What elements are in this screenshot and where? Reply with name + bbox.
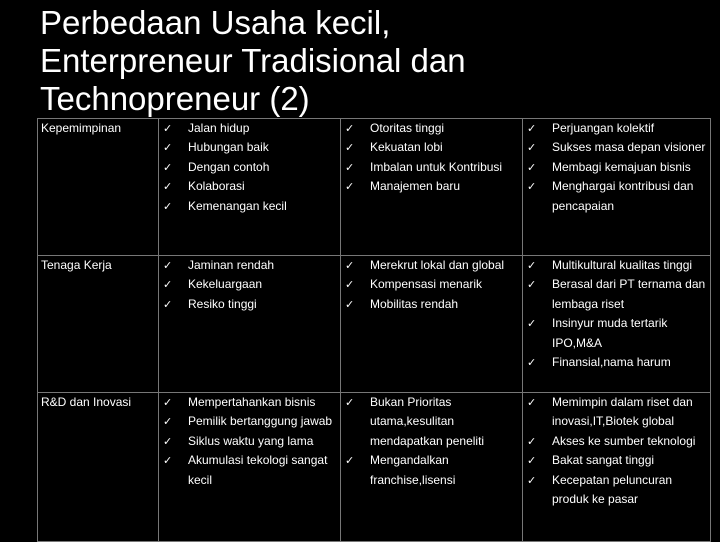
list-item: ✓ Mempertahankan bisnis — [159, 393, 340, 412]
list-item: ✓ Multikultural kualitas tinggi — [523, 256, 710, 275]
list-item: ✓ Membagi kemajuan bisnis — [523, 158, 710, 177]
cell-tradisional — [341, 119, 523, 256]
list-item: ✓ Jalan hidup — [159, 119, 340, 138]
list-item: ✓ Kompensasi menarik — [341, 275, 522, 294]
comparison-table — [37, 118, 711, 542]
list-item: ✓ Kolaborasi — [159, 177, 340, 196]
cell-technopreneur — [523, 119, 711, 256]
row-label-rnd-inovasi: R&D dan Inovasi — [38, 393, 159, 542]
list-item: ✓ Kekeluargaan — [159, 275, 340, 294]
list-item: ✓ Kemenangan kecil — [159, 197, 340, 216]
title-line-2: Enterpreneur Tradisional dan — [40, 42, 466, 79]
row-label-kepemimpinan: Kepemimpinan — [38, 119, 159, 256]
list-item: ✓ Bukan Prioritas utama,kesulitan mendapatkan peneliti — [341, 393, 522, 451]
list-item: ✓ Kecepatan peluncuran produk ke pasar — [523, 471, 710, 510]
cell-usaha-kecil — [159, 256, 341, 393]
cell-technopreneur — [523, 393, 711, 542]
list-item: ✓ Akumulasi tekologi sangat kecil — [159, 451, 340, 490]
list-item: ✓ Kekuatan lobi — [341, 138, 522, 157]
title-line-3: Technopreneur (2) — [40, 80, 310, 117]
list-item: ✓ Jaminan rendah — [159, 256, 340, 275]
list-item: ✓ Sukses masa depan visioner — [523, 138, 710, 157]
table-row — [38, 393, 711, 542]
cell-usaha-kecil — [159, 393, 341, 542]
list-item: ✓ Perjuangan kolektif — [523, 119, 710, 138]
list-item: ✓ Insinyur muda tertarik IPO,M&A — [523, 314, 710, 353]
list-item: ✓ Mobilitas rendah — [341, 295, 522, 314]
list-item: ✓ Imbalan untuk Kontribusi — [341, 158, 522, 177]
list-item: ✓ Manajemen baru — [341, 177, 522, 196]
list-item: ✓ Dengan contoh — [159, 158, 340, 177]
slide-title — [40, 4, 600, 118]
table-row — [38, 119, 711, 256]
list-item: ✓ Siklus waktu yang lama — [159, 432, 340, 451]
list-item: ✓ Berasal dari PT ternama dan lembaga riset — [523, 275, 710, 314]
table-row — [38, 256, 711, 393]
list-item: ✓ Merekrut lokal dan global — [341, 256, 522, 275]
cell-usaha-kecil — [159, 119, 341, 256]
list-item: ✓ Resiko tinggi — [159, 295, 340, 314]
list-item: ✓ Pemilik bertanggung jawab — [159, 412, 340, 431]
list-item: ✓ Mengandalkan franchise,lisensi — [341, 451, 522, 490]
row-label-tenaga-kerja: Tenaga Kerja — [38, 256, 159, 393]
cell-technopreneur — [523, 256, 711, 393]
list-item: ✓ Bakat sangat tinggi — [523, 451, 710, 470]
list-item: ✓ Akses ke sumber teknologi — [523, 432, 710, 451]
list-item: ✓ Memimpin dalam riset dan inovasi,IT,Biotek global — [523, 393, 710, 432]
cell-tradisional — [341, 256, 523, 393]
list-item: ✓ Finansial,nama harum — [523, 353, 710, 372]
list-item: ✓ Menghargai kontribusi dan pencapaian — [523, 177, 710, 216]
cell-tradisional — [341, 393, 523, 542]
list-item: ✓ Otoritas tinggi — [341, 119, 522, 138]
list-item: ✓ Hubungan baik — [159, 138, 340, 157]
title-line-1: Perbedaan Usaha kecil, — [40, 4, 391, 41]
